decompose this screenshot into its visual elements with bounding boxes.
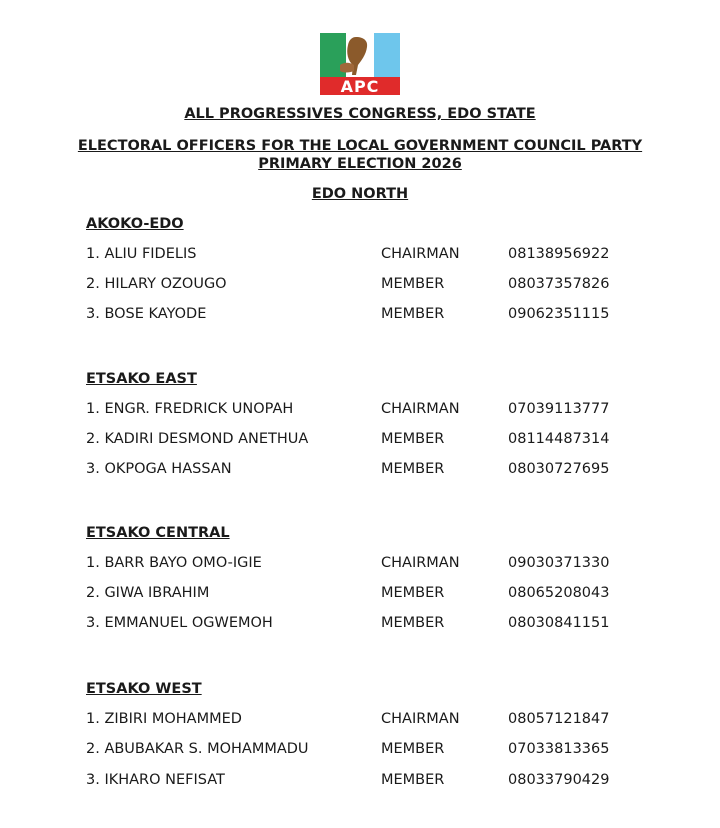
officer-name: 1. BARR BAYO OMO-IGIE xyxy=(86,555,262,571)
officer-role: MEMBER xyxy=(381,276,445,292)
logo-blue-stripe xyxy=(374,33,400,77)
lga-heading: ETSAKO CENTRAL xyxy=(86,525,230,541)
officer-role: CHAIRMAN xyxy=(381,246,460,262)
officer-role: MEMBER xyxy=(381,741,445,757)
officer-role: MEMBER xyxy=(381,431,445,447)
document-subtitle xyxy=(0,137,720,173)
officer-row xyxy=(86,555,646,575)
officer-name: 3. EMMANUEL OGWEMOH xyxy=(86,615,273,631)
broom-icon xyxy=(334,35,374,77)
officer-role: CHAIRMAN xyxy=(381,401,460,417)
officer-phone: 08138956922 xyxy=(508,246,610,262)
officer-name: 3. IKHARO NEFISAT xyxy=(86,772,225,788)
officer-phone: 08030841151 xyxy=(508,615,610,631)
lga-heading: ETSAKO EAST xyxy=(86,371,197,387)
officer-row xyxy=(86,431,646,451)
officer-phone: 08114487314 xyxy=(508,431,610,447)
officer-row xyxy=(86,401,646,421)
officer-row xyxy=(86,615,646,635)
officer-row xyxy=(86,306,646,326)
lga-heading: ETSAKO WEST xyxy=(86,681,202,697)
subtitle-line-1: ELECTORAL OFFICERS FOR THE LOCAL GOVERNMENT COUNCIL PARTY xyxy=(77,138,643,154)
district-heading: EDO NORTH xyxy=(311,186,409,202)
officer-row xyxy=(86,276,646,296)
officer-name: 2. HILARY OZOUGO xyxy=(86,276,227,292)
officer-name: 1. ENGR. FREDRICK UNOPAH xyxy=(86,401,294,417)
officer-row xyxy=(86,711,646,731)
officer-row xyxy=(86,461,646,481)
lga-heading: AKOKO-EDO xyxy=(86,216,184,232)
officer-role: MEMBER xyxy=(381,615,445,631)
subtitle-line-2: PRIMARY ELECTION 2026 xyxy=(258,156,462,172)
officer-role: CHAIRMAN xyxy=(381,711,460,727)
officer-phone: 07033813365 xyxy=(508,741,610,757)
officer-phone: 07039113777 xyxy=(508,401,610,417)
officer-phone: 09030371330 xyxy=(508,555,610,571)
officer-row xyxy=(86,741,646,761)
officer-phone: 08033790429 xyxy=(508,772,610,788)
officer-name: 3. BOSE KAYODE xyxy=(86,306,207,322)
officer-row xyxy=(86,585,646,605)
officer-row xyxy=(86,772,646,792)
document-title: ALL PROGRESSIVES CONGRESS, EDO STATE xyxy=(184,106,536,122)
officer-phone: 08057121847 xyxy=(508,711,610,727)
officer-phone: 09062351115 xyxy=(508,306,610,322)
officer-row xyxy=(86,246,646,266)
officer-role: MEMBER xyxy=(381,306,445,322)
officer-role: CHAIRMAN xyxy=(381,555,460,571)
officer-name: 1. ZIBIRI MOHAMMED xyxy=(86,711,242,727)
apc-logo xyxy=(320,33,400,95)
officer-name: 1. ALIU FIDELIS xyxy=(86,246,197,262)
officer-name: 2. ABUBAKAR S. MOHAMMADU xyxy=(86,741,309,757)
officer-phone: 08065208043 xyxy=(508,585,610,601)
officer-role: MEMBER xyxy=(381,772,445,788)
officer-name: 3. OKPOGA HASSAN xyxy=(86,461,232,477)
officer-name: 2. KADIRI DESMOND ANETHUA xyxy=(86,431,309,447)
officer-role: MEMBER xyxy=(381,461,445,477)
officer-phone: 08037357826 xyxy=(508,276,610,292)
officer-phone: 08030727695 xyxy=(508,461,610,477)
officer-role: MEMBER xyxy=(381,585,445,601)
officer-name: 2. GIWA IBRAHIM xyxy=(86,585,210,601)
logo-apc-band: APC xyxy=(320,77,400,95)
